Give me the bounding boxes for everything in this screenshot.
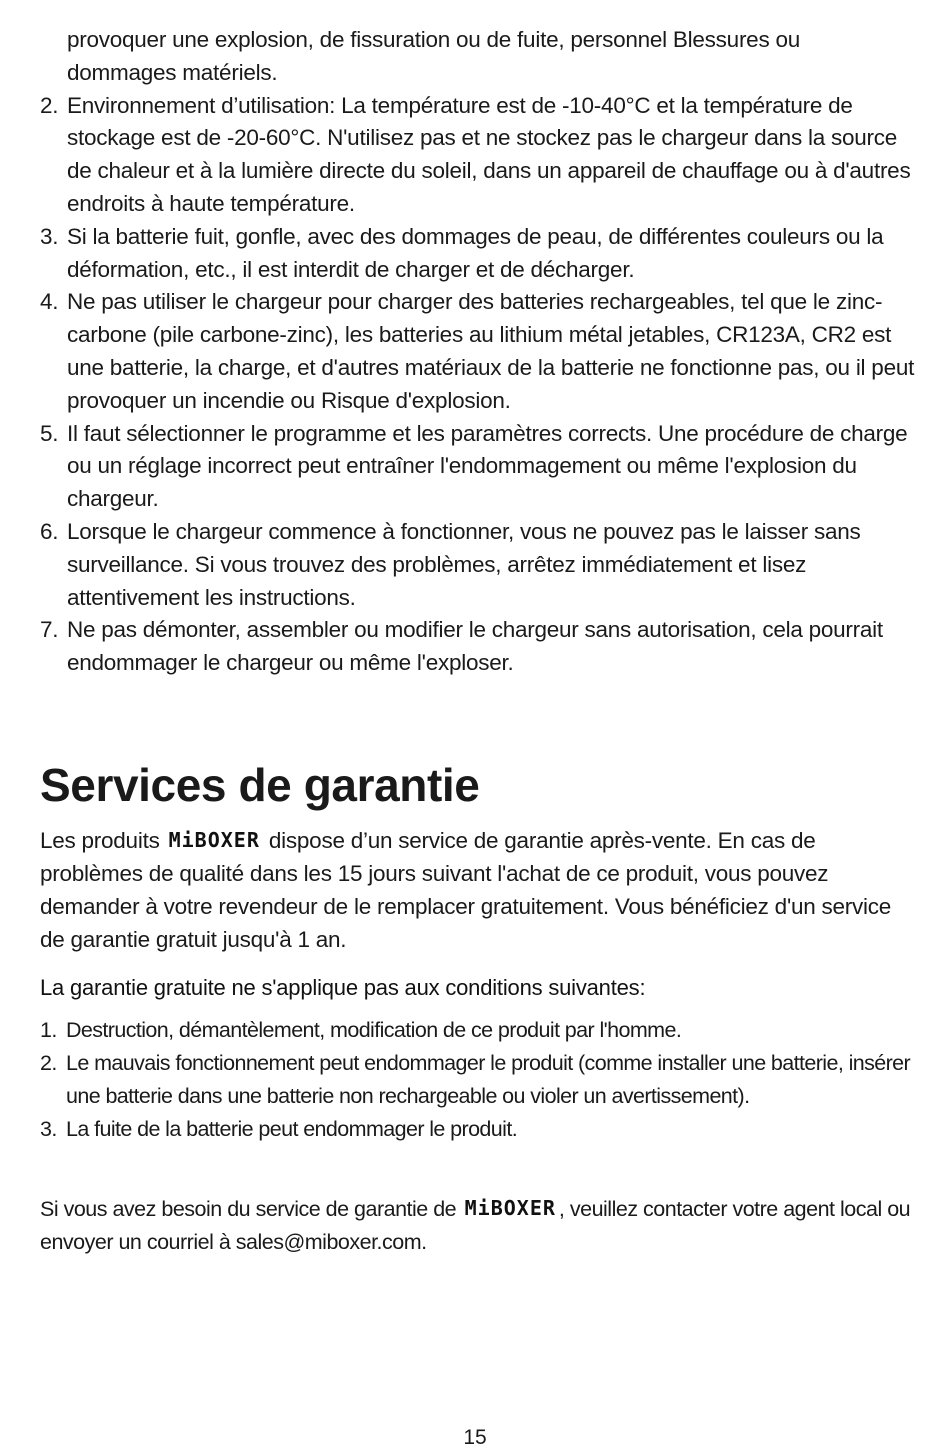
exclusion-text: Destruction, démantèlement, modification de ce produit par l'homme. bbox=[66, 1018, 682, 1042]
list-number: 5. bbox=[40, 420, 59, 446]
miboxer-logo: MiBOXER bbox=[464, 1196, 556, 1220]
warranty-intro-paragraph bbox=[40, 824, 920, 956]
safety-item-6 bbox=[40, 516, 915, 614]
safety-instructions-list bbox=[40, 24, 915, 680]
safety-item-text: Ne pas utiliser le chargeur pour charger des batteries rechargeables, tel que le zinc-carbone (pile carbone-zinc), les batteries au lithium métal jetables, CR123A, CR2 est une batterie, la charge, et d'autres matériaux de la batterie ne fonctionne pas, ou il peut provoquer un incendie ou Risque d'explosion. bbox=[67, 289, 915, 413]
list-number: 4. bbox=[40, 289, 59, 315]
list-number: 2. bbox=[40, 92, 59, 118]
safety-item-text: Si la batterie fuit, gonfle, avec des dommages de peau, de différentes couleurs ou la déformation, etc., il est interdit de charger et de décharger. bbox=[67, 223, 884, 282]
list-number: 6. bbox=[40, 518, 59, 544]
list-number: 1. bbox=[40, 1018, 57, 1042]
list-number: 3. bbox=[40, 223, 59, 249]
safety-item-2 bbox=[40, 90, 915, 221]
exclusion-text: Le mauvais fonctionnement peut endommager le produit (comme installer une batterie, insérer une batterie dans une batterie non rechargeable ou violer un avertissement). bbox=[66, 1051, 911, 1108]
safety-item-4 bbox=[40, 286, 915, 417]
intro-text-end: dispose d’un service de garantie après-vente. En cas de problèmes de qualité dans les 15 jours suivant l'achat de ce produit, vous pouvez demander à votre revendeur de le remplacer gratuitement. Vous bénéficiez d'un service de garantie gratuit jusqu'à 1 an. bbox=[40, 828, 892, 952]
intro-text-start: Les produits bbox=[40, 828, 160, 853]
list-number: 3. bbox=[40, 1117, 57, 1141]
miboxer-logo: MiBOXER bbox=[168, 828, 260, 852]
safety-item-1-continuation: provoquer une explosion, de fissuration ou de fuite, personnel Blessures ou dommages matériels. bbox=[67, 27, 800, 85]
safety-item-5 bbox=[40, 418, 915, 516]
contact-text-end: , veuillez contacter votre agent local ou envoyer un courriel à sales@miboxer.com. bbox=[40, 1197, 911, 1254]
exclusion-item bbox=[40, 1113, 920, 1146]
list-number: 7. bbox=[40, 617, 59, 643]
exclusion-item bbox=[40, 1047, 920, 1113]
exclusion-text: La fuite de la batterie peut endommager le produit. bbox=[66, 1117, 518, 1141]
safety-item-text: Il faut sélectionner le programme et les paramètres corrects. Une procédure de charge ou un réglage incorrect peut entraîner l'endommagement ou même l'explosion du chargeur. bbox=[67, 420, 908, 512]
exclusions-list bbox=[40, 1014, 920, 1146]
exclusions-heading: La garantie gratuite ne s'applique pas aux conditions suivantes: bbox=[40, 975, 646, 1000]
contact-text-start: Si vous avez besoin du service de garantie de bbox=[40, 1197, 457, 1221]
safety-item-7 bbox=[40, 614, 915, 680]
exclusion-item bbox=[40, 1014, 920, 1047]
safety-item-text: Ne pas démonter, assembler ou modifier le chargeur sans autorisation, cela pourrait endommager le chargeur ou même l'exploser. bbox=[67, 617, 883, 676]
safety-item-text: Environnement d’utilisation: La température est de -10-40°C et la température de stockage est de -20-60°C. N'utilisez pas et ne stockez pas le chargeur dans la source de chaleur et à la lumière directe du soleil, dans un appareil de chauffage ou à d'autres endroits à haute température. bbox=[67, 92, 911, 216]
page-number: 15 bbox=[463, 1426, 487, 1449]
safety-item-3 bbox=[40, 221, 915, 287]
list-number: 2. bbox=[40, 1051, 57, 1075]
warranty-contact-paragraph bbox=[40, 1192, 920, 1259]
safety-item-text: Lorsque le chargeur commence à fonctionner, vous ne pouvez pas le laisser sans surveillance. Si vous trouvez des problèmes, arrêtez immédiatement et lisez attentivement les instructions. bbox=[67, 518, 861, 610]
warranty-section-title: Services de garantie bbox=[40, 759, 480, 811]
